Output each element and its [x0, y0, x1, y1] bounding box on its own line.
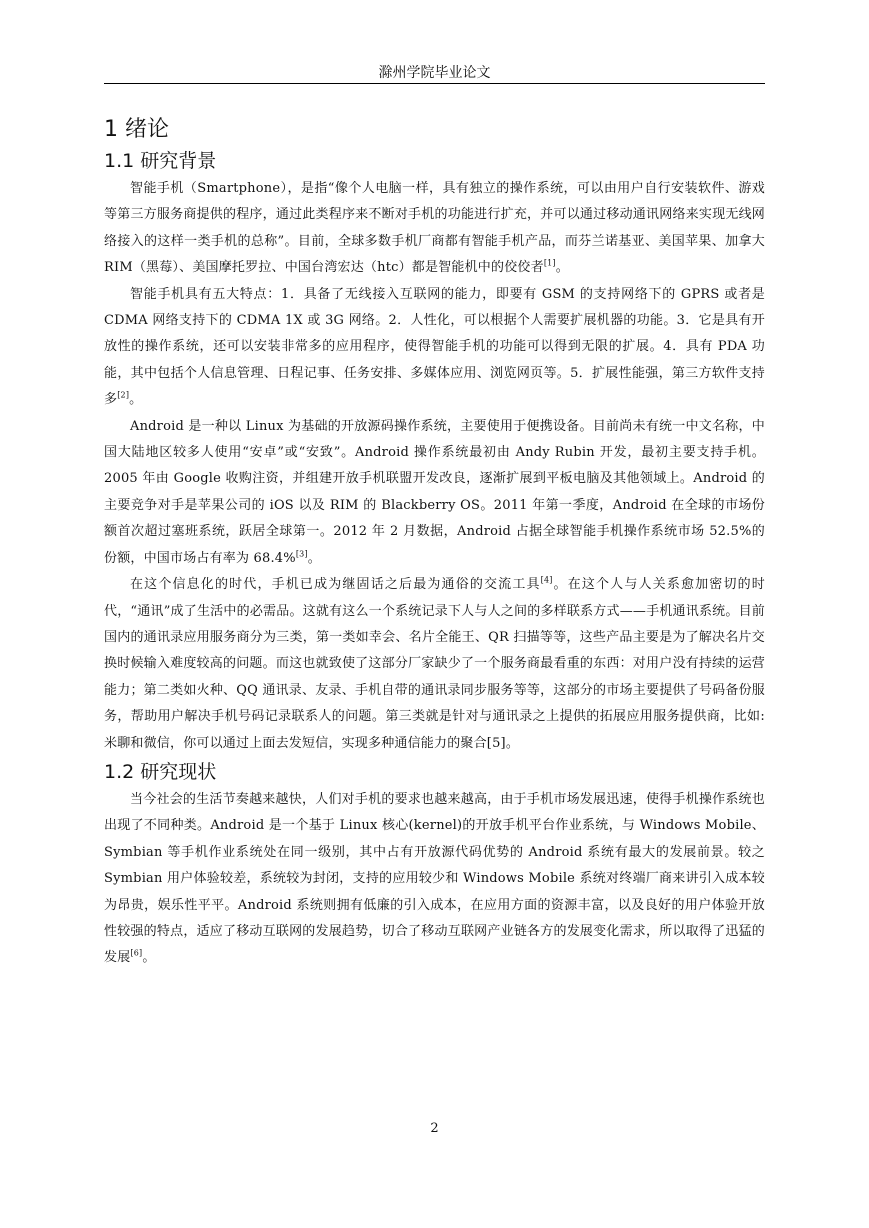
citation-ref: [6]	[130, 949, 143, 959]
chapter-title: 1 绪论	[104, 117, 169, 142]
page-content	[104, 114, 765, 972]
paragraph-text: 在这个信息化的时代，手机已成为继固话之后最为通俗的交流工具	[130, 577, 541, 593]
citation-ref: [3]	[295, 549, 308, 559]
page-number: 2	[430, 1121, 439, 1136]
paragraph	[104, 787, 765, 972]
citation-ref: [1]	[543, 258, 556, 268]
paragraph-tail: 。在这个人与人关系愈加密切的时代，“通讯”成了生活中的必需品。这就有这么一个系统记录下人与人之间的多样联系方式——手机通讯系统。目前国内的通讯录应用服务商分为三类，第一类如幸会、名片全能王、QR 扫描等等，这些产品主要是为了解决名片交换时候输入难度较高的问题。而这也就致使了这部分厂家缺少了一个服务商最看重的东西：对用户没有持续的运营能力；第二类如火种、QQ 通讯录、友录、手机自带的通讯录同步服务等等，这部分的市场主要提供了号码备份服务，帮助用户解决手机号码记录联系人的问题。第三类就是针对与通讯录之上提供的拓展应用服务提供商，比如:米聊和微信，你可以通过上面去发短信，实现多种通信能力的聚合[5]。	[104, 577, 765, 751]
paragraph-text: Android 是一种以 Linux 为基础的开放源码操作系统，主要使用于便携设备。目前尚未有统一中文名称，中国大陆地区较多人使用“安卓”或“安致”。Android 操作系统最初由 Andy Rubin 开发，最初主要支持手机。2005 年由 Google 收购注资，并组建开放手机联盟开发改良，逐渐扩展到平板电脑及其他领域上。Android 的主要竞争对手是苹果公司的 iOS 以及 RIM 的 Blackberry OS。2011 年第一季度，Android 在全球的市场份额首次超过塞班系统，跃居全球第一。2012 年 2 月数据，Android 占据全球智能手机操作系统市场 52.5%的份额，中国市场占有率为 68.4%	[104, 418, 765, 566]
paragraph-tail: 。	[555, 260, 569, 276]
paragraph-text: 当今社会的生活节奏越来越快，人们对手机的要求也越来越高，由于手机市场发展迅速，使得手机操作系统也出现了不同种类。Android 是一个基于 Linux 核心(kernel)的开放手机平台作业系统，与 Windows Mobile、Symbian 等手机作业系统处在同一级别，其中占有开放源代码优势的 Android 系统有最大的发展前景。较之 Symbian 用户体验较差，系统较为封闭，支持的应用较少和 Windows Mobile 系统对终端厂商来讲引入成本较为昂贵，娱乐性平平。Android 系统则拥有低廉的引入成本，在应用方面的资源丰富，以及良好的用户体验开放性较强的特点，适应了移动互联网的发展趋势，切合了移动互联网产业链各方的发展变化需求，所以取得了迅猛的发展	[104, 791, 765, 966]
paragraph-text: 智能手机具有五大特点：1．具备了无线接入互联网的能力，即要有 GSM 的支持网络下的 GPRS 或者是 CDMA 网络支持下的 CDMA 1X 或 3G 网络。2．人性化，可以根据个人需要扩展机器的功能。3．它是具有开放性的操作系统，还可以安装非常多的应用程序，使得智能手机的功能可以得到无限的扩展。4．具有 PDA 功能，其中包括个人信息管理、日程记事、任务安排、多媒体应用、浏览网页等。5．扩展性能强，第三方软件支持多	[104, 286, 765, 408]
citation-ref: [2]	[117, 390, 130, 400]
paragraph-text: 智能手机（Smartphone），是指“像个人电脑一样，具有独立的操作系统，可以由用户自行安装软件、游戏等第三方服务商提供的程序，通过此类程序来不断对手机的功能进行扩充，并可以通过移动通讯网络来实现无线网络接入的这样一类手机的总称”。目前，全球多数手机厂商都有智能手机产品，而芬兰诺基亚、美国苹果、加拿大 RIM（黑莓）、美国摩托罗拉、中国台湾宏达（htc）都是智能机中的佼佼者	[104, 181, 765, 276]
paragraph-tail: 。	[307, 550, 321, 566]
paragraph	[104, 414, 765, 572]
paragraph	[104, 176, 765, 282]
header-rule	[104, 83, 765, 84]
paragraph	[104, 282, 765, 414]
citation-ref: [4]	[540, 575, 553, 585]
paragraph	[104, 572, 765, 757]
page-header: 滁州学院毕业论文	[378, 65, 491, 81]
section-title-1-1: 1.1 研究背景	[104, 150, 217, 172]
paragraph-tail: 。	[129, 392, 143, 408]
section-title-1-2: 1.2 研究现状	[104, 760, 217, 783]
paragraph-tail: 。	[142, 950, 156, 966]
